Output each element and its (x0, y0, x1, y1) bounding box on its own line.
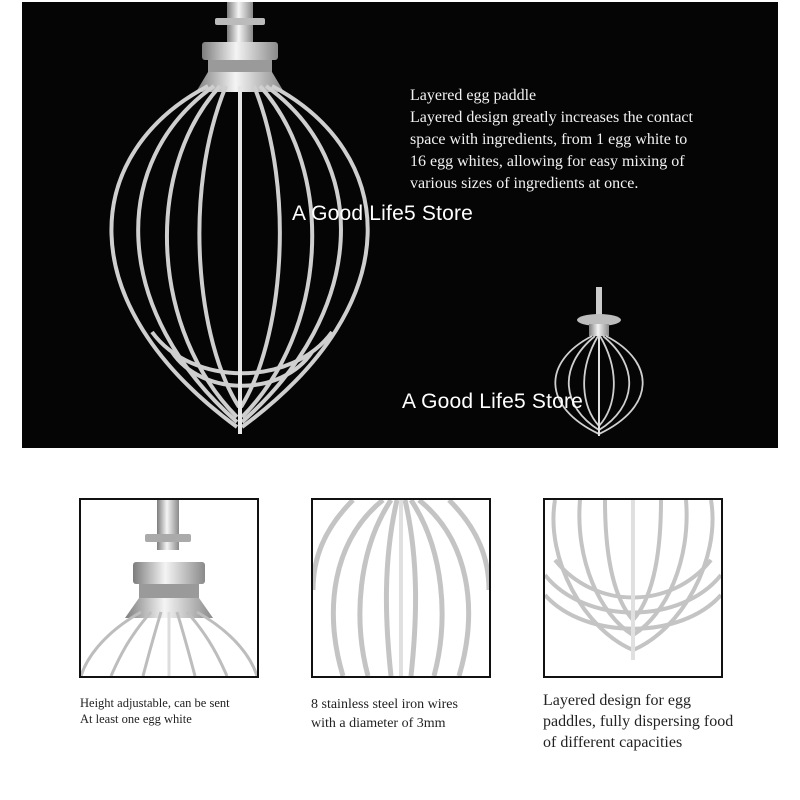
hero-line: 16 egg whites, allowing for easy mixing of (410, 153, 685, 170)
hero-banner (22, 2, 778, 448)
detail-panel-wires (311, 498, 491, 678)
store-watermark: A Good Life5 Store (292, 202, 474, 225)
hero-heading: Layered egg paddle (410, 87, 537, 104)
caption-line: of different capacities (543, 734, 683, 751)
caption-line: with a diameter of 3mm (311, 716, 446, 731)
store-watermark: A Good Life5 Store (402, 390, 584, 413)
hero-line: space with ingredients, from 1 egg white to (410, 131, 688, 148)
hero-line: various sizes of ingredients at once. (410, 175, 639, 192)
caption-line: Height adjustable, can be sent (80, 696, 230, 710)
caption-line: Layered design for egg (543, 692, 691, 709)
caption-hub (80, 695, 230, 727)
detail-panel-hub (79, 498, 259, 678)
wires-closeup-image (313, 500, 489, 676)
caption-line: At least one egg white (80, 712, 192, 726)
hero-description (410, 85, 770, 195)
hub-closeup-image (81, 500, 257, 676)
caption-wires (311, 695, 458, 733)
layers-closeup-image (545, 500, 721, 676)
caption-line: 8 stainless steel iron wires (311, 697, 458, 712)
detail-panel-layers (543, 498, 723, 678)
caption-line: paddles, fully dispersing food (543, 713, 734, 730)
hero-line: Layered design greatly increases the contact (410, 109, 693, 126)
caption-layers (543, 690, 733, 753)
